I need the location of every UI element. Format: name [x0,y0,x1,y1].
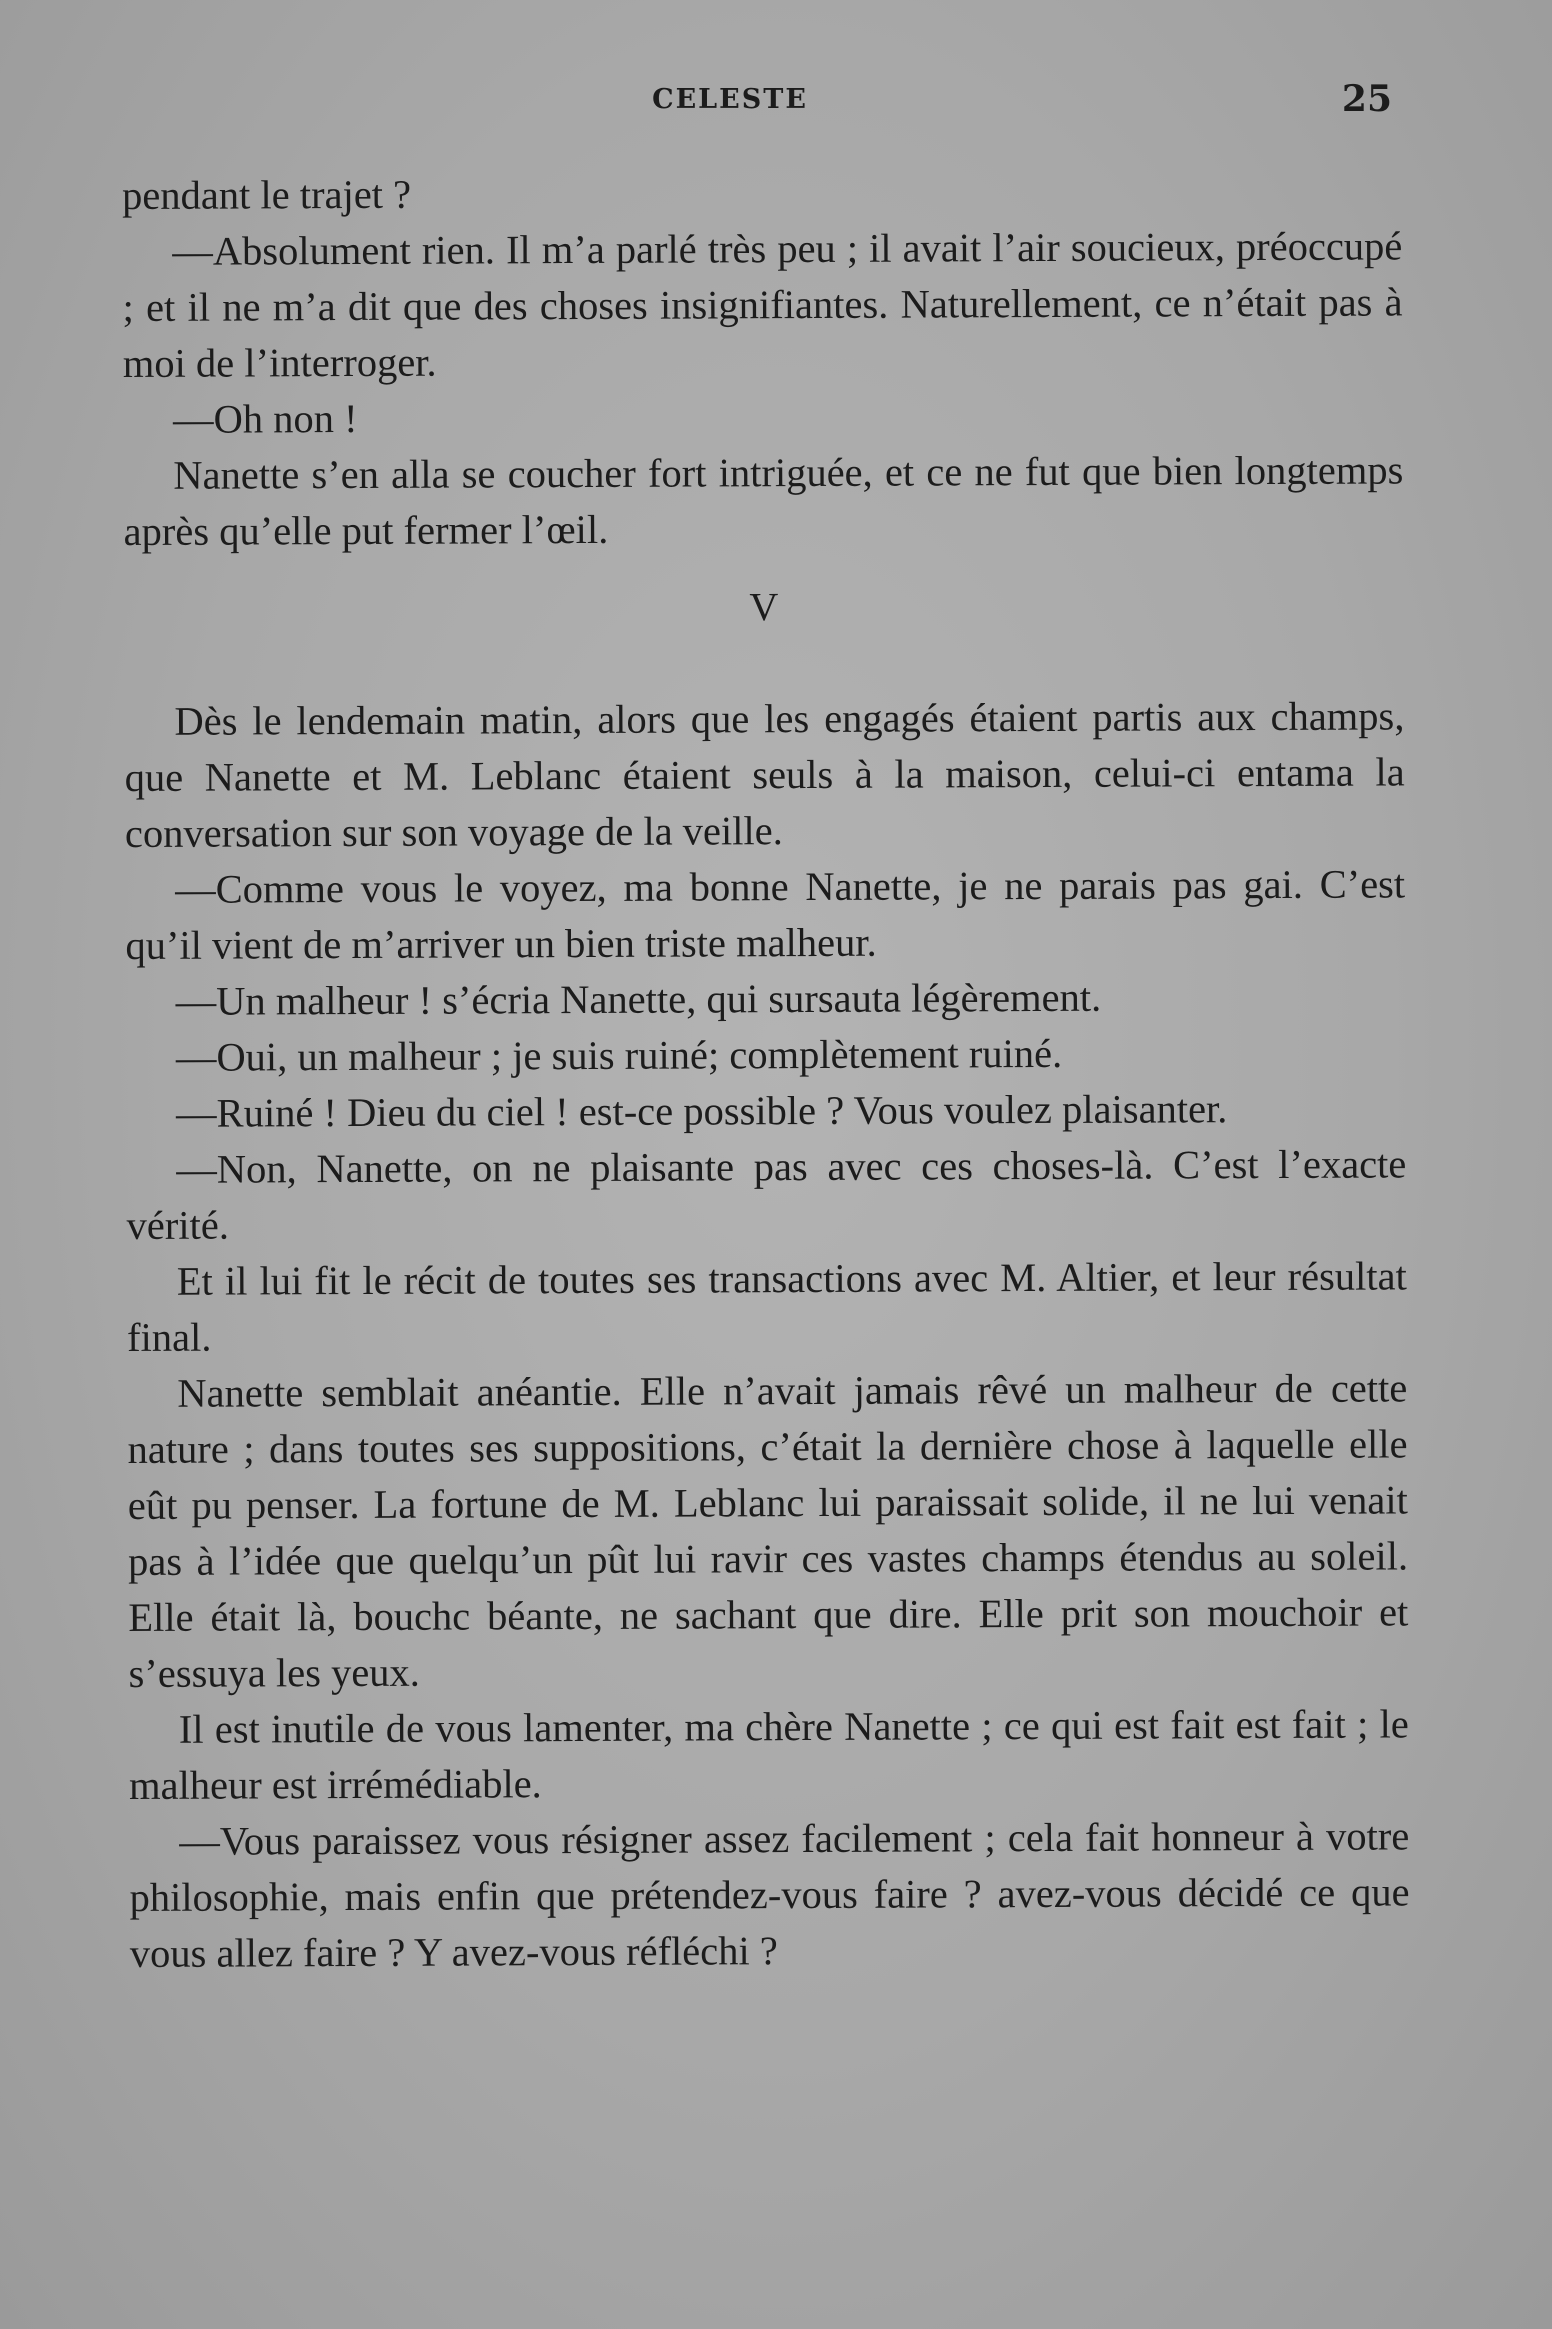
page-number: 25 [1341,78,1392,120]
paragraph: —Ruiné ! Dieu du ciel ! est-ce possible ? Vous voulez plaisanter. [176,1086,1228,1136]
paragraph: —Comme vous le voyez, ma bonne Nanette, je ne parais pas gai. C’est qu’il vient de m’arriver un bien triste malheur. [125,861,1406,968]
running-title: CELESTE [652,84,808,115]
paragraph: Et il lui fit le récit de toutes ses transactions avec M. Altier, et leur résultat final. [127,1253,1407,1360]
paragraph: Nanette semblait anéantie. Elle n’avait jamais rêvé un malheur de cette nature ; dans toutes ses suppositions, c’était la dernière chose à laquelle elle eût pu penser. La fortune de M. Leblanc lui paraissait solide, il ne lui venait pas à l’idée que quelqu’un pût lui ravir ces vastes champs étendus au soleil. Elle était là, bouchc béante, ne sachant que dire. Elle prit son mouchoir et s’essuya les yeux. [127,1365,1409,1696]
paragraph: —Oh non ! [172,395,358,442]
paragraph: —Oui, un malheur ; je suis ruiné; complètement ruiné. [175,1030,1063,1080]
paragraph: pendant le trajet ? [122,171,412,218]
running-head [0,78,1552,128]
body-text [122,162,1410,1982]
paragraph: —Vous paraissez vous résigner assez facilement ; cela fait honneur à votre philosophie, mais enfin que prétendez-vous faire ? avez-vous décidé ce que vous allez faire ? Y avez-vous réfléchi ? [129,1813,1410,1976]
paragraph: Nanette s’en alla se coucher fort intriguée, et ce ne fut que bien longtemps après qu’elle put fermer l’œil. [123,447,1404,554]
paragraph: —Absolument rien. Il m’a parlé très peu ; il avait l’air soucieux, préoccupé ; et il ne m’a dit que des choses insignifiantes. Naturellement, ce n’était pas à moi de l’interroger. [122,223,1403,386]
chapter-heading: V [749,584,779,630]
paragraph: —Non, Nanette, on ne plaisante pas avec ces choses-là. C’est l’exacte vérité. [126,1141,1407,1248]
paragraph: Il est inutile de vous lamenter, ma chère Nanette ; ce qui est fait est fait ; le malheur est irrémédiable. [128,1701,1409,1808]
paragraph: —Un malheur ! s’écria Nanette, qui sursauta légèrement. [175,974,1102,1024]
paragraph: Dès le lendemain matin, alors que les engagés étaient partis aux champs, que Nanette et M. Leblanc étaient seuls à la maison, celui-ci entama la conversation sur son voyage de la veille. [124,693,1405,856]
